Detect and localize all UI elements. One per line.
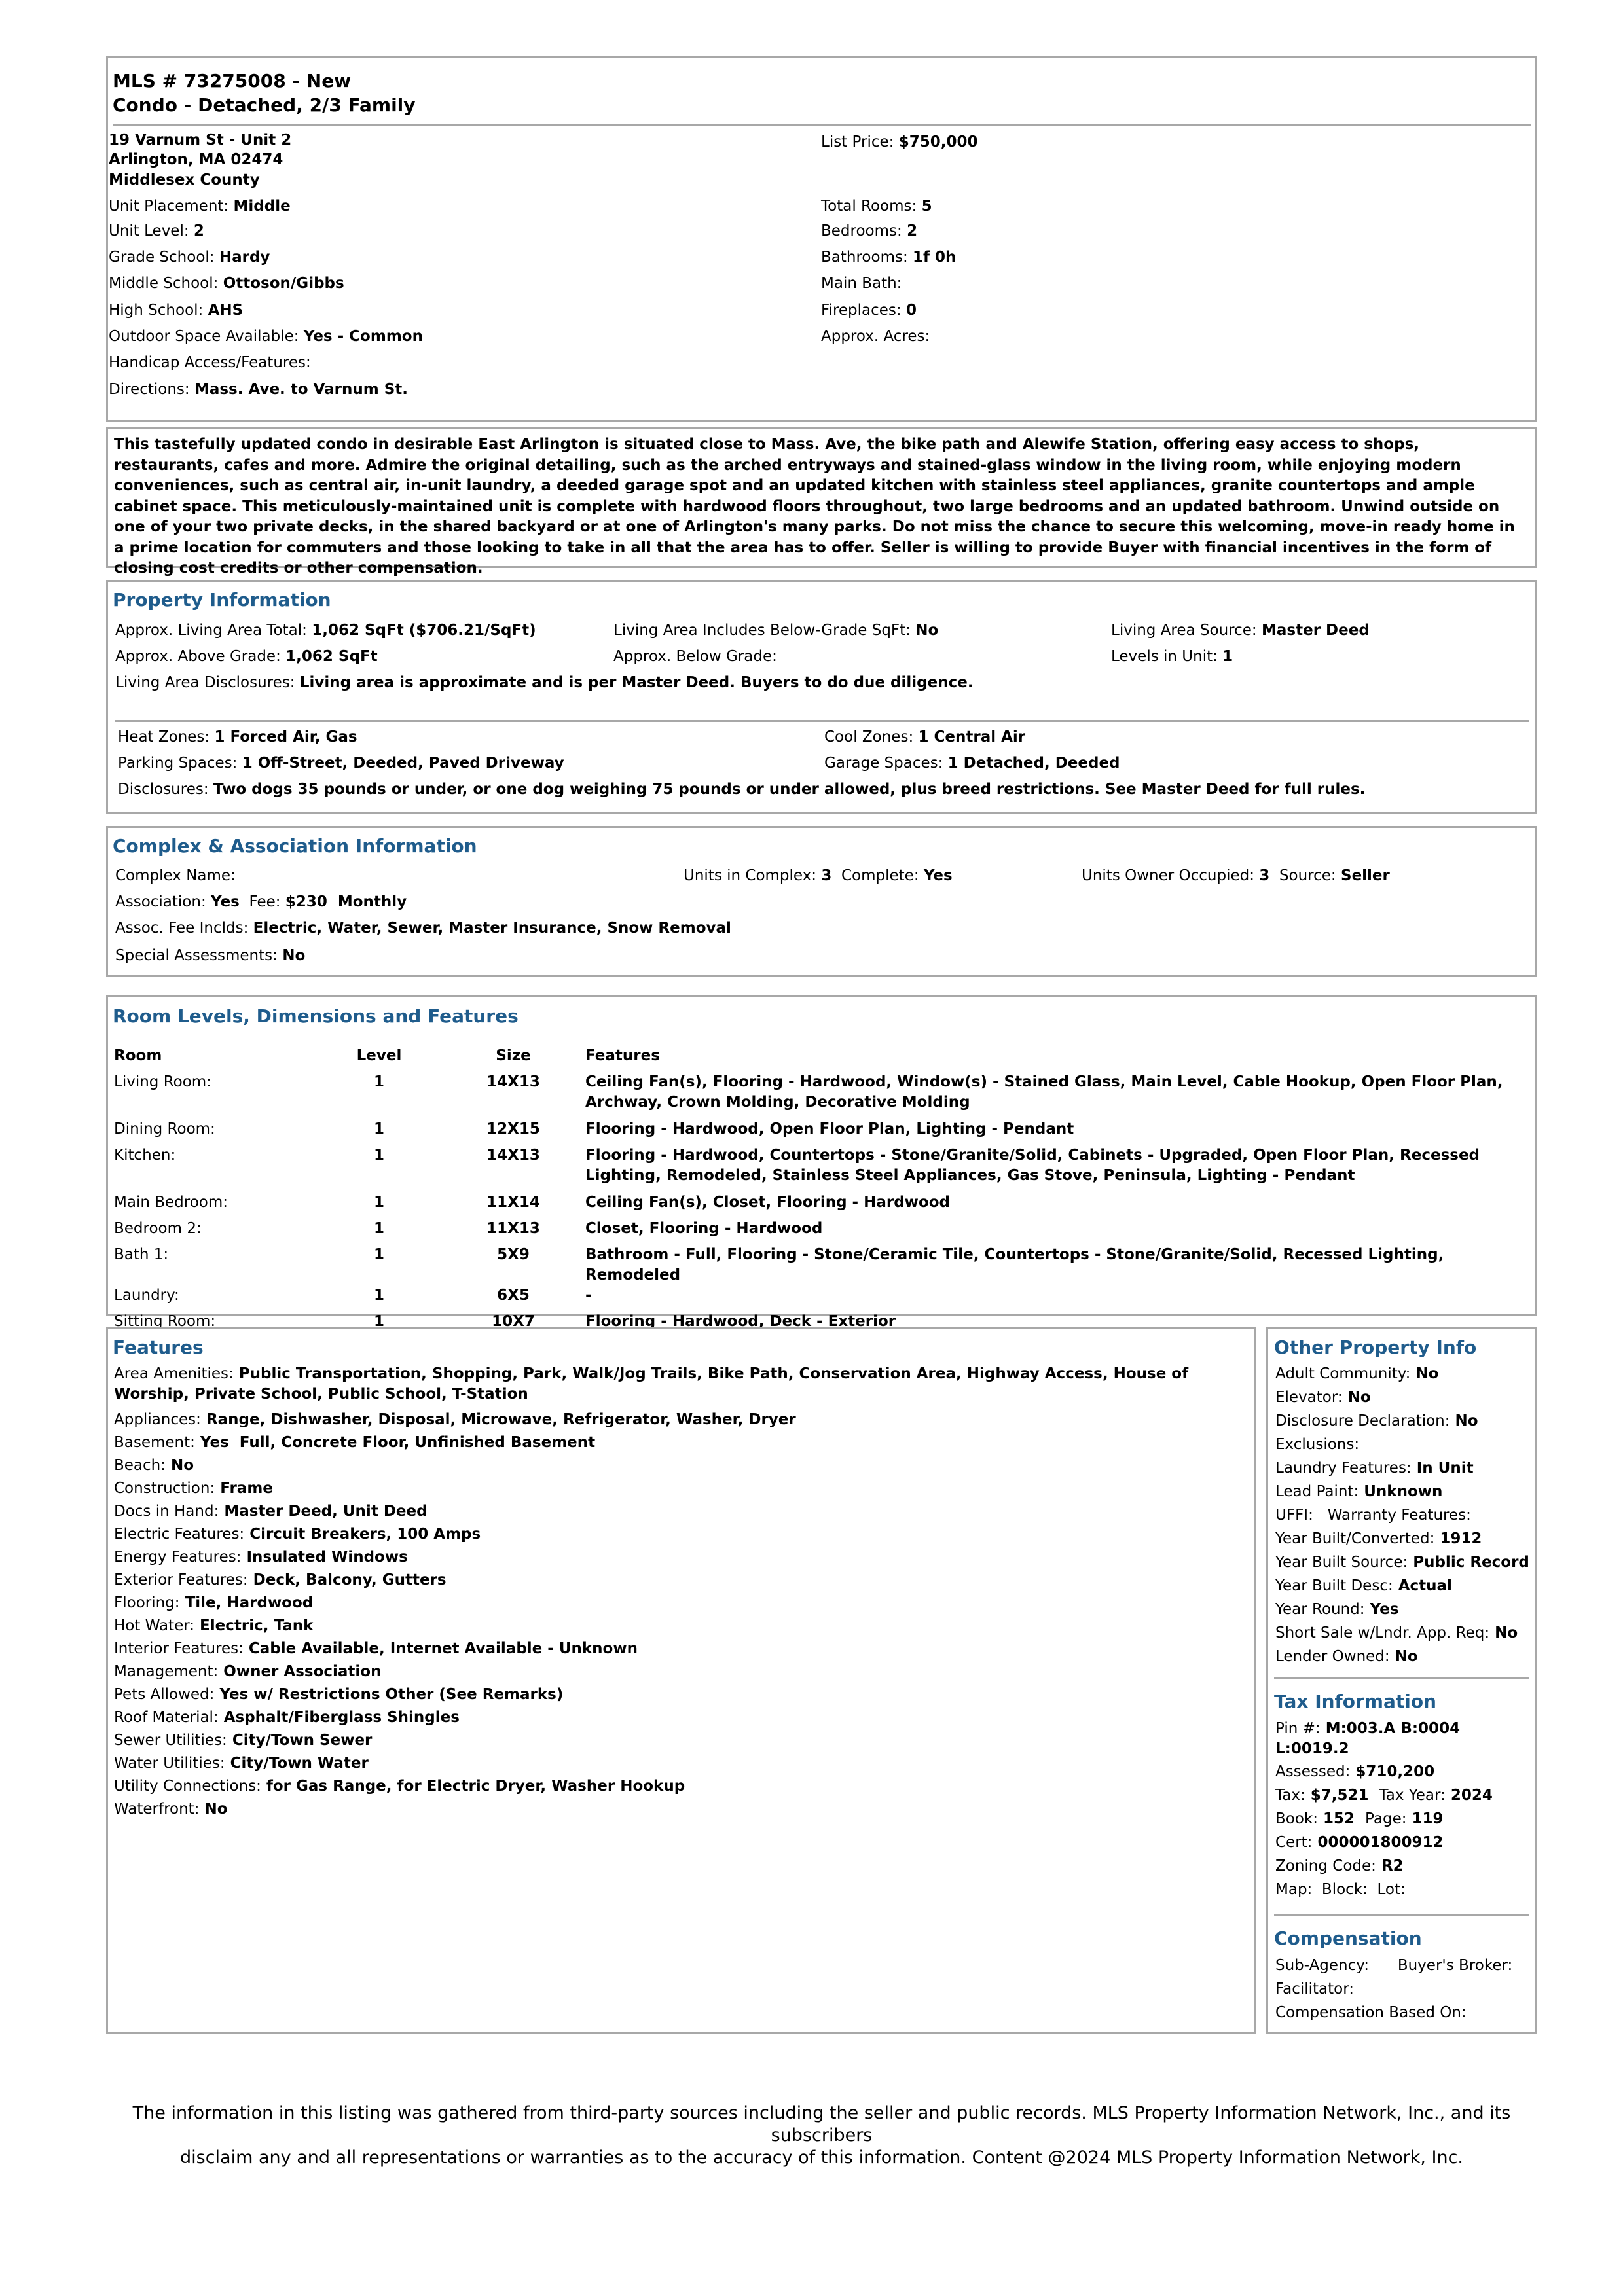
room-name: Bath 1: xyxy=(114,1246,169,1263)
property-divider xyxy=(115,720,1529,722)
unit-placement: Unit Placement: Middle xyxy=(109,198,291,215)
features-header: Features xyxy=(585,1047,660,1064)
list-price: List Price: $750,000 xyxy=(821,134,978,151)
compensation-title: Compensation xyxy=(1274,1928,1422,1949)
feature-item: Area Amenities: Public Transportation, Shopping, Park, Walk/Jog Trails, Bike Path, Conservation Area, Highway Access, House of Worship, Private School, Public School, T-Station xyxy=(114,1365,1189,1403)
tax-book-page: Book: 152 Page: 119 xyxy=(1275,1810,1444,1827)
room-size: 5X9 xyxy=(497,1246,530,1263)
room-level: 1 xyxy=(373,1220,384,1237)
other-item: Disclosure Declaration: No xyxy=(1275,1412,1478,1429)
feature-item: Docs in Hand: Master Deed, Unit Deed xyxy=(114,1503,428,1520)
room-size: 6X5 xyxy=(497,1287,530,1304)
room-level: 1 xyxy=(373,1194,384,1211)
above-grade: Approx. Above Grade: 1,062 SqFt xyxy=(115,648,378,665)
room-name: Bedroom 2: xyxy=(114,1220,202,1237)
room-features: Flooring - Hardwood, Countertops - Stone/Granite/Solid, Cabinets - Upgraded, Open Floor Plan, Recessed Lighting, Remodeled, Stainless Steel Appliances, Gas Stove, Peninsula, Lighting - Pendant xyxy=(585,1147,1480,1184)
feature-item: Hot Water: Electric, Tank xyxy=(114,1617,314,1634)
outdoor-space: Outdoor Space Available: Yes - Common xyxy=(109,328,423,345)
fireplaces: Fireplaces: 0 xyxy=(821,302,917,319)
feature-item: Flooring: Tile, Hardwood xyxy=(114,1594,314,1611)
feature-item: Pets Allowed: Yes w/ Restrictions Other (See Remarks) xyxy=(114,1686,564,1703)
other-info-list xyxy=(1275,1364,1532,1670)
remarks-text: This tastefully updated condo in desirable East Arlington is situated close to Mass. Ave, the bike path and Alewife Station, offering easy access to shops, restaurants, cafes and more. Admire the original detailing, such as the arched entryways and stained-glass window in the living room, while enjoying modern conveniences, such as central air, in-unit laundry, a deeded garage spot and an updated kitchen with stainless steel appliances, granite countertops and ample cabinet space. This meticulously-maintained unit is complete with hardwood floors throughout, two large bedrooms and an updated bathroom. Unwind outside on one of your two private decks, in the shared backyard or at one of Arlington's many parks. Do not miss the chance to secure this welcoming, move-in ready home in a prime location for commuters and those looking to take in all that the area has to offer. Seller is willing to provide Buyer with financial incentives in the form of closing cost credits or other compensation. xyxy=(114,436,1515,577)
header-divider xyxy=(113,124,1531,126)
tax-amount: Tax: $7,521 Tax Year: 2024 xyxy=(1275,1787,1493,1804)
facilitator: Facilitator: xyxy=(1275,1981,1355,1998)
units-in-complex: Units in Complex: 3 Complete: Yes xyxy=(684,867,953,884)
room-features: Ceiling Fan(s), Closet, Flooring - Hardwood xyxy=(585,1194,950,1211)
other-item: Adult Community: No xyxy=(1275,1365,1439,1382)
feature-item: Electric Features: Circuit Breakers, 100 Amps xyxy=(114,1526,481,1543)
compensation-list xyxy=(1275,1956,1532,2026)
tax-info-list xyxy=(1275,1719,1532,1903)
special-assessments: Special Assessments: No xyxy=(115,947,306,964)
units-owner-occupied: Units Owner Occupied: 3 Source: Seller xyxy=(1082,867,1390,884)
other-info-title: Other Property Info xyxy=(1274,1336,1477,1358)
living-area-source: Living Area Source: Master Deed xyxy=(1111,622,1370,639)
room-size: 14X13 xyxy=(486,1073,540,1090)
feature-item: Water Utilities: City/Town Water xyxy=(114,1755,369,1772)
room-name: Kitchen: xyxy=(114,1147,176,1164)
room-name: Sitting Room: xyxy=(114,1313,216,1330)
main-bath: Main Bath: xyxy=(821,275,902,292)
tax-info-title: Tax Information xyxy=(1274,1691,1436,1712)
other-item: Year Built Desc: Actual xyxy=(1275,1577,1452,1594)
room-size: 14X13 xyxy=(486,1147,540,1164)
parking-spaces: Parking Spaces: 1 Off-Street, Deeded, Paved Driveway xyxy=(118,755,564,772)
grade-school: Grade School: Hardy xyxy=(109,249,270,266)
room-level: 1 xyxy=(373,1287,384,1304)
room-name: Dining Room: xyxy=(114,1121,215,1138)
other-item: Elevator: No xyxy=(1275,1389,1371,1406)
features-title: Features xyxy=(113,1336,204,1358)
room-level: 1 xyxy=(373,1246,384,1263)
disclaimer-footer xyxy=(106,2102,1537,2169)
room-size: 12X15 xyxy=(486,1121,540,1138)
room-level: 1 xyxy=(373,1121,384,1138)
approx-acres: Approx. Acres: xyxy=(821,328,930,345)
bedrooms: Bedrooms: 2 xyxy=(821,223,918,240)
tax-cert: Cert: 000001800912 xyxy=(1275,1834,1444,1851)
room-level: 1 xyxy=(373,1147,384,1164)
feature-item: Appliances: Range, Dishwasher, Disposal, Microwave, Refrigerator, Washer, Dryer xyxy=(114,1411,796,1428)
table-row xyxy=(114,1245,1528,1285)
other-item: Lead Paint: Unknown xyxy=(1275,1483,1443,1500)
feature-item: Energy Features: Insulated Windows xyxy=(114,1549,408,1566)
table-row xyxy=(114,1072,1528,1119)
table-row xyxy=(114,1193,1528,1219)
feature-item: Management: Owner Association xyxy=(114,1663,382,1680)
other-item: UFFI: Warranty Features: xyxy=(1275,1507,1471,1524)
complex-name: Complex Name: xyxy=(115,867,236,884)
sub-agency: Sub-Agency: Buyer's Broker: xyxy=(1275,1957,1513,1974)
feature-item: Interior Features: Cable Available, Internet Available - Unknown xyxy=(114,1640,638,1657)
table-row xyxy=(114,1119,1528,1145)
feature-item: Construction: Frame xyxy=(114,1480,273,1497)
room-features: Flooring - Hardwood, Open Floor Plan, Lighting - Pendant xyxy=(585,1121,1074,1138)
size-header: Size xyxy=(496,1047,531,1064)
property-info-title: Property Information xyxy=(113,589,331,611)
level-header: Level xyxy=(356,1047,402,1064)
levels-in-unit: Levels in Unit: 1 xyxy=(1111,648,1233,665)
room-header: Room xyxy=(114,1047,162,1064)
room-size: 11X14 xyxy=(486,1194,540,1211)
room-features: - xyxy=(585,1287,592,1304)
room-size: 10X7 xyxy=(492,1313,535,1330)
room-features: Flooring - Hardwood, Deck - Exterior xyxy=(585,1313,896,1330)
rooms-table xyxy=(114,1046,1528,1338)
room-level: 1 xyxy=(373,1313,384,1330)
table-row xyxy=(114,1145,1528,1193)
feature-item: Exterior Features: Deck, Balcony, Gutters xyxy=(114,1571,447,1588)
other-item: Year Built Source: Public Record xyxy=(1275,1554,1529,1571)
feature-item: Utility Connections: for Gas Range, for Electric Dryer, Washer Hookup xyxy=(114,1778,685,1795)
compensation-based-on: Compensation Based On: xyxy=(1275,2004,1467,2021)
below-grade: Approx. Below Grade: xyxy=(613,648,777,665)
directions: Directions: Mass. Ave. to Varnum St. xyxy=(109,381,409,398)
room-features: Bathroom - Full, Flooring - Stone/Ceramic Tile, Countertops - Stone/Granite/Solid, Recessed Lighting, Remodeled xyxy=(585,1246,1444,1283)
tax-assessed: Assessed: $710,200 xyxy=(1275,1763,1435,1780)
other-item: Short Sale w/Lndr. App. Req: No xyxy=(1275,1624,1518,1641)
address-line-1: 19 Varnum St - Unit 2 xyxy=(109,132,292,149)
assoc-fee-includes: Assoc. Fee Inclds: Electric, Water, Sewer, Master Insurance, Snow Removal xyxy=(115,920,731,937)
other-item: Year Round: Yes xyxy=(1275,1601,1399,1618)
tax-zoning: Zoning Code: R2 xyxy=(1275,1857,1404,1874)
other-item: Laundry Features: In Unit xyxy=(1275,1460,1474,1477)
room-name: Main Bedroom: xyxy=(114,1194,228,1211)
tax-map: Map: Block: Lot: xyxy=(1275,1881,1406,1898)
other-divider xyxy=(1274,1677,1529,1679)
rooms-header-row xyxy=(114,1046,1528,1072)
total-rooms: Total Rooms: 5 xyxy=(821,198,932,215)
disclosures: Disclosures: Two dogs 35 pounds or under, or one dog weighing 75 pounds or under allowed, plus breed restrictions. See Master Deed for full rules. xyxy=(118,781,1366,798)
other-item: Lender Owned: No xyxy=(1275,1648,1418,1665)
middle-school: Middle School: Ottoson/Gibbs xyxy=(109,275,344,292)
other-item: Year Built/Converted: 1912 xyxy=(1275,1530,1482,1547)
feature-item: Basement: Yes Full, Concrete Floor, Unfinished Basement xyxy=(114,1434,596,1451)
handicap-access: Handicap Access/Features: xyxy=(109,354,311,371)
mls-number: MLS # 73275008 - New xyxy=(113,70,352,92)
tax-pin: Pin #: M:003.A B:0004 L:0019.2 xyxy=(1275,1720,1461,1757)
county: Middlesex County xyxy=(109,171,260,188)
disclaimer-line-1: The information in this listing was gathered from third-party sources including the seller and public records. MLS Property Information Network, Inc., and its subscribers xyxy=(132,2103,1511,2145)
complex-title: Complex & Association Information xyxy=(113,835,477,857)
other-item: Exclusions: xyxy=(1275,1436,1360,1453)
living-area-disclosures: Living Area Disclosures: Living area is approximate and is per Master Deed. Buyers to do due diligence. xyxy=(115,674,974,691)
room-level: 1 xyxy=(373,1073,384,1090)
room-name: Laundry: xyxy=(114,1287,179,1304)
cool-zones: Cool Zones: 1 Central Air xyxy=(824,728,1026,745)
below-grade-included: Living Area Includes Below-Grade SqFt: No xyxy=(613,622,939,639)
bathrooms: Bathrooms: 1f 0h xyxy=(821,249,957,266)
feature-item: Sewer Utilities: City/Town Sewer xyxy=(114,1732,373,1749)
heat-zones: Heat Zones: 1 Forced Air, Gas xyxy=(118,728,357,745)
unit-level: Unit Level: 2 xyxy=(109,223,204,240)
disclaimer-line-2: disclaim any and all representations or warranties as to the accuracy of this information. Content @2024 MLS Property Information Network, Inc. xyxy=(180,2147,1463,2168)
garage-spaces: Garage Spaces: 1 Detached, Deeded xyxy=(824,755,1120,772)
rooms-title: Room Levels, Dimensions and Features xyxy=(113,1005,519,1027)
living-area-total: Approx. Living Area Total: 1,062 SqFt ($706.21/SqFt) xyxy=(115,622,536,639)
room-features: Closet, Flooring - Hardwood xyxy=(585,1220,823,1237)
association-fee: Association: Yes Fee: $230 Monthly xyxy=(115,893,407,910)
feature-item: Beach: No xyxy=(114,1457,194,1474)
table-row xyxy=(114,1285,1528,1312)
address-line-2: Arlington, MA 02474 xyxy=(109,151,283,168)
room-name: Living Room: xyxy=(114,1073,211,1090)
property-type: Condo - Detached, 2/3 Family xyxy=(113,94,416,116)
feature-item: Waterfront: No xyxy=(114,1801,228,1818)
high-school: High School: AHS xyxy=(109,302,244,319)
room-size: 11X13 xyxy=(486,1220,540,1237)
room-features: Ceiling Fan(s), Flooring - Hardwood, Window(s) - Stained Glass, Main Level, Cable Hookup, Open Floor Plan, Archway, Crown Molding, Decorative Molding xyxy=(585,1073,1503,1111)
feature-item: Roof Material: Asphalt/Fiberglass Shingles xyxy=(114,1709,460,1726)
tax-divider xyxy=(1274,1914,1529,1916)
table-row xyxy=(114,1219,1528,1245)
features-list xyxy=(114,1364,1240,1822)
